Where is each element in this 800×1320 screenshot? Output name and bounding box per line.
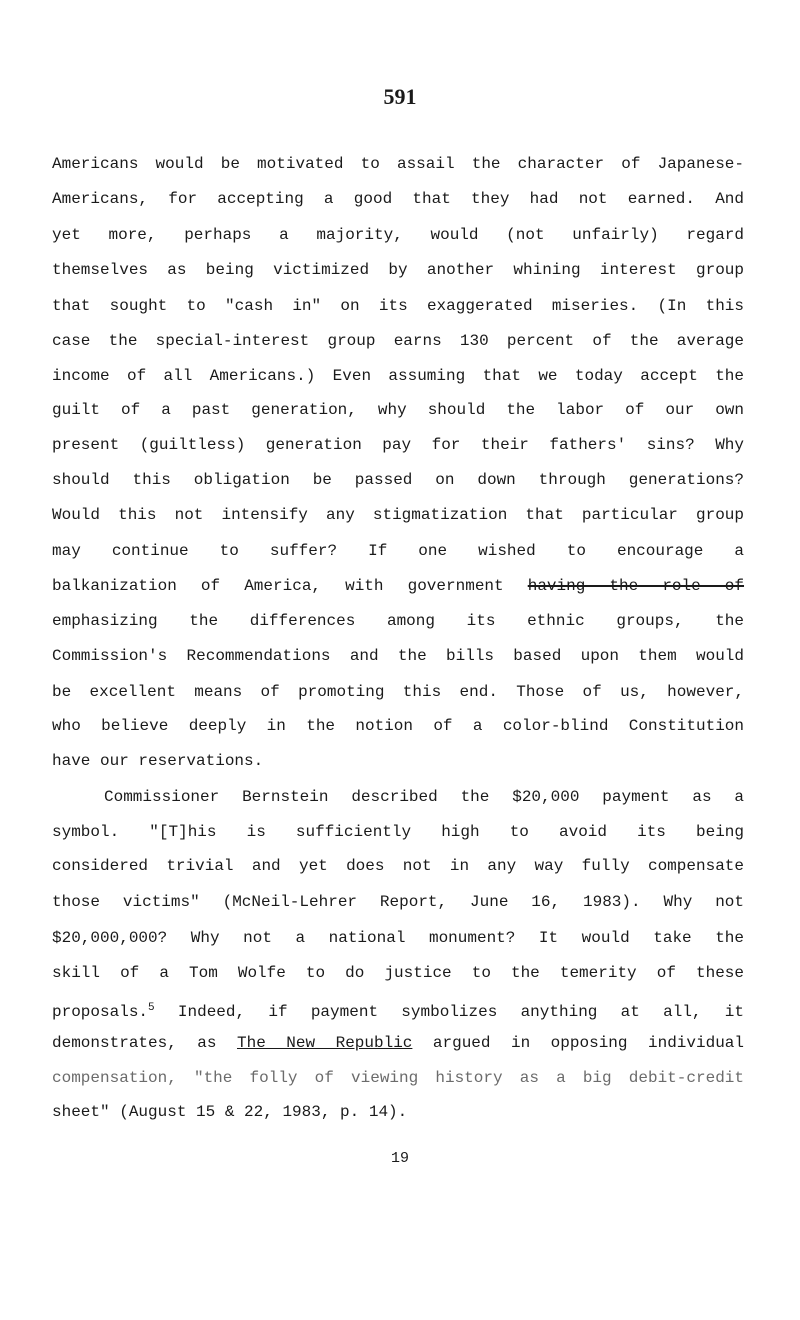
text-line-17: who believe deeply in the notion of a color-blind Constitution [52,717,744,735]
text-line-9: present (guiltless) generation pay for their fathers' sins? Why [52,436,744,454]
text-line-23: $20,000,000? Why not a national monument? It would take the [52,929,744,947]
text-line-28: sheet" (August 15 & 22, 1983, p. 14). [52,1103,408,1121]
text-line-19: Commissioner Bernstein described the $20,000 payment as a [104,788,744,806]
text-line-6: case the special-interest group earns 130 percent of the average [52,332,744,350]
text-line-7: income of all Americans.) Even assuming that we today accept the [52,367,744,385]
text-segment: balkanization of America, with government [52,577,528,595]
publication-title: The New Republic [237,1034,413,1052]
text-line-14: emphasizing the differences among its ethnic groups, the [52,612,744,630]
text-line-4: themselves as being victimized by another whining interest group [52,261,744,279]
text-line-13 [52,574,744,598]
text-line-12: may continue to suffer? If one wished to encourage a [52,542,744,560]
struck-out-text: having the role of [527,577,745,595]
text-line-25 [52,996,744,1020]
text-line-3: yet more, perhaps a majority, would (not unfairly) regard [52,226,744,244]
text-segment: demonstrates, as [52,1034,237,1052]
text-line-26 [52,1031,744,1055]
text-line-21: considered trivial and yet does not in any way fully compensate [52,857,744,875]
text-segment: Indeed, if payment symbolizes anything at all, it [154,1003,744,1021]
text-line-2: Americans, for accepting a good that they had not earned. And [52,190,744,208]
text-line-24: skill of a Tom Wolfe to do justice to the temerity of these [52,964,744,982]
text-line-20: symbol. "[T]his is sufficiently high to avoid its being [52,823,744,841]
footnote-marker: 5 [148,1002,155,1014]
text-segment: argued in opposing individual [412,1034,744,1052]
text-line-15: Commission's Recommendations and the bills based upon them would [52,647,744,665]
text-line-8: guilt of a past generation, why should the labor of our own [52,401,744,419]
text-segment: proposals. [52,1003,149,1021]
page-number: 591 [383,84,417,109]
text-line-11: Would this not intensify any stigmatization that particular group [52,506,744,524]
text-line-22: those victims" (McNeil-Lehrer Report, June 16, 1983). Why not [52,893,744,911]
text-line-16: be excellent means of promoting this end. Those of us, however, [52,683,744,701]
text-line-10: should this obligation be passed on down through generations? [52,471,744,489]
text-line-18: have our reservations. [52,752,264,770]
text-line-27: compensation, "the folly of viewing history as a big debit-credit [52,1069,744,1087]
text-line-5: that sought to "cash in" on its exaggerated miseries. (In this [52,297,744,315]
text-line-1: Americans would be motivated to assail the character of Japanese- [52,155,744,173]
footer-page-number: 19 [390,1150,409,1167]
